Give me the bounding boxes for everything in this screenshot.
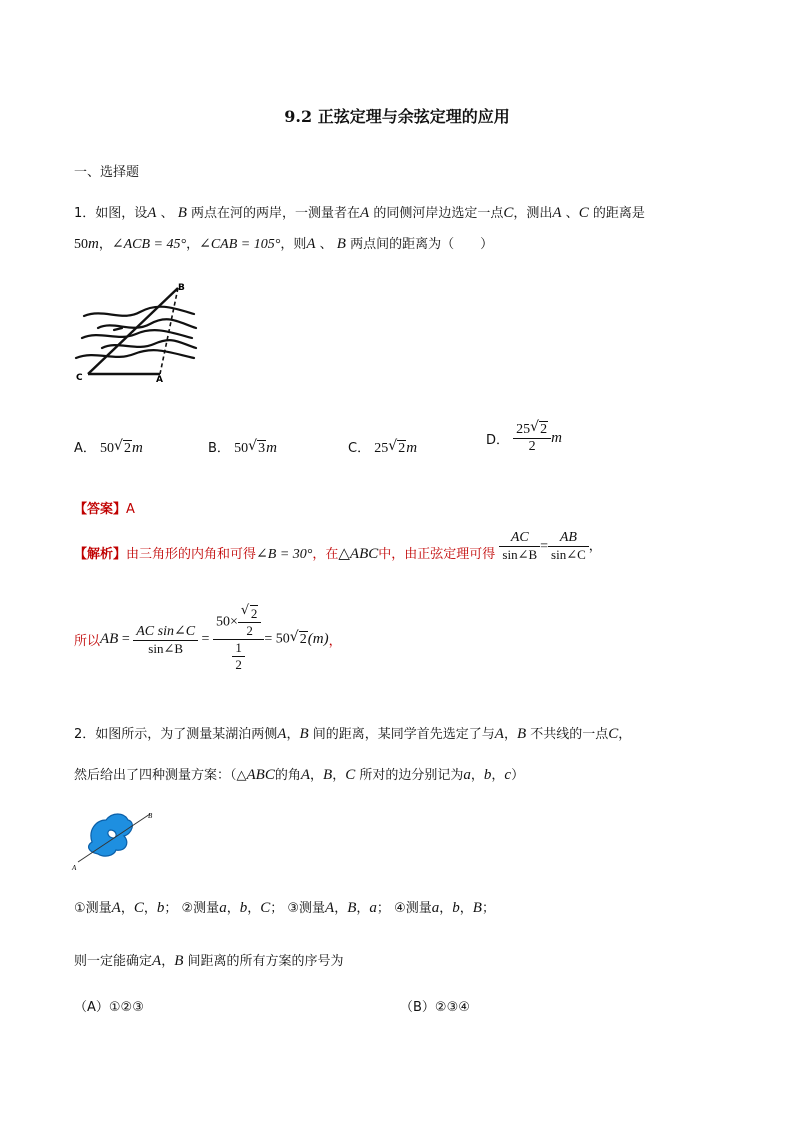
scheme-2: ②测量a，b，C；: [181, 900, 284, 916]
q2-stem-line1: 2．如图所示，为了测量某湖泊两侧A，B 间的距离，某同学首先选定了与A，B 不共线的一点C，: [74, 726, 632, 742]
option-c: C． 25 √ 2m: [348, 438, 418, 456]
q1-stem-line2: 50m，∠ACB = 45°，∠CAB = 105°，则A 、 B 两点间的距离为（ ）: [74, 236, 494, 252]
scheme-1: ①测量A，C，b；: [74, 900, 178, 916]
fig1-label-C: C: [76, 373, 83, 383]
option-a: A． 50 √ 2m: [74, 438, 143, 456]
analysis-line1: 【解析】由三角形的内角和可得∠B = 30°，在△ABC中，由正弦定理可得 $\frac{AC}{\sin\angle B}$ = $\frac{AB}{\sin\angle C}$ ，: [74, 530, 602, 562]
choice-a: （A）①②③: [74, 1000, 144, 1015]
answer-line: 【答案】A: [74, 502, 135, 517]
fig1-label-A: A: [156, 375, 163, 384]
option-b: B． 50 √ 3m: [208, 438, 277, 456]
fig1-label-B: B: [178, 283, 185, 293]
q2-stem-line2: 然后给出了四种测量方案：（△ABC的角A，B，C 所对的边分别记为a，b，c）: [74, 767, 525, 783]
schemes-line: [74, 897, 495, 917]
section-heading: 一、选择题: [74, 165, 140, 180]
fig2-label-A: A: [72, 864, 77, 872]
scheme-3: ③测量A，B，a；: [287, 900, 390, 916]
analysis-line2: 所以AB = $\frac{\text{AC sin∠C}}{\sin\angle B}$ = 50× √ 2 2 $\frac{1}{2}$ = 50 √ 2(m)，: [74, 603, 342, 672]
choice-b: （B）②③④: [400, 1000, 470, 1015]
lake-figure: [70, 806, 162, 874]
river-figure: [74, 282, 204, 384]
page-title: 9.2 正弦定理与余弦定理的应用: [284, 107, 510, 126]
option-d: D． 25 √ 2 2 m: [486, 419, 562, 454]
scheme-4: ④测量a，b，B；: [394, 900, 495, 916]
q2-question: 则一定能确定A，B 间距离的所有方案的序号为: [74, 953, 344, 969]
q1-stem-line1: 1．如图，设A 、 B 两点在河的两岸，一测量者在A 的同侧河岸边选定一点C，测出A 、C 的距离是: [74, 205, 645, 221]
fig2-label-B: B: [148, 812, 153, 820]
lake-shape: [89, 814, 133, 856]
